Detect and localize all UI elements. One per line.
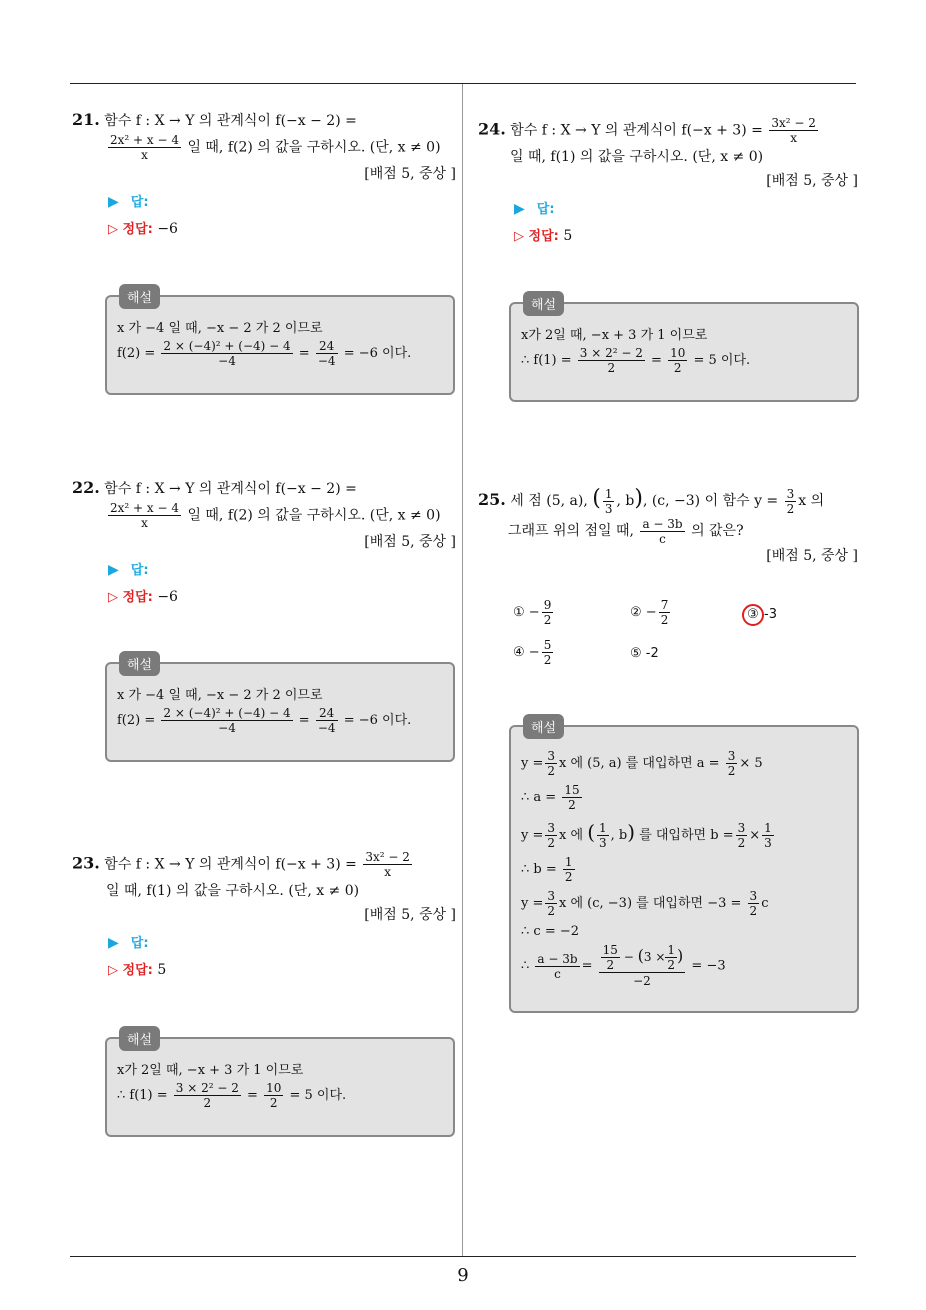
top-rule bbox=[70, 83, 856, 84]
solution-line: ∴ c = −2 bbox=[521, 924, 580, 939]
answer-label: 답: bbox=[130, 563, 149, 578]
problem-text: , b bbox=[616, 493, 635, 509]
correct-value: 5 bbox=[563, 228, 573, 244]
problem-number: 21. bbox=[72, 110, 100, 129]
correct-label: 정답: bbox=[122, 222, 153, 237]
fraction: $\frac{\text{2x² + x − 4}}{x}$ bbox=[110, 501, 179, 530]
problem-22 bbox=[72, 476, 456, 610]
paren-fraction: ( bbox=[592, 486, 601, 511]
score-label: [배점 5, 중상 ] bbox=[364, 166, 456, 182]
solution-line: y = $\frac{3}{2}$ x 에 (5, a) 를 대입하면 a = $\frac{3}{2}$ × 5 bbox=[521, 749, 763, 778]
choice-3-selected[interactable]: ③ -3 bbox=[742, 604, 777, 626]
problem-21 bbox=[72, 108, 456, 242]
page-number: 9 bbox=[457, 1265, 469, 1286]
problem-text: 함수 f : X → Y 의 관계식이 f(−x − 2) = bbox=[104, 481, 357, 497]
fraction: $\frac{3}{2}$ bbox=[786, 486, 795, 516]
play-icon: ▶ bbox=[108, 562, 119, 578]
problem-text: 일 때, f(1) 의 값을 구하시오. (단, x ≠ 0) bbox=[510, 149, 764, 165]
correct-value: −6 bbox=[157, 221, 178, 237]
problem-text: 함수 f : X → Y 의 관계식이 f(−x + 3) = bbox=[510, 122, 763, 139]
solution-line: ∴ f(1) = $\frac{\text{3 × 2² − 2}}{2}$ = $\frac{10}{2}$ = 5 이다. bbox=[521, 346, 751, 375]
solution-line: x 가 −4 일 때, −x − 2 가 2 이므로 bbox=[117, 688, 323, 703]
problem-text: 의 값은? bbox=[691, 523, 744, 539]
problem-text: 함수 f : X → Y 의 관계식이 f(−x − 2) = bbox=[104, 113, 357, 129]
solution-line: x가 2일 때, −x + 3 가 1 이므로 bbox=[117, 1063, 304, 1078]
triangle-icon: ▷ bbox=[108, 963, 123, 978]
fraction: $\frac{\text{3x² − 2}}{x}$ bbox=[365, 850, 410, 879]
fraction: $\frac{a - 3b}{c}$ bbox=[642, 516, 683, 546]
problem-text: 그래프 위의 점일 때, bbox=[508, 523, 634, 539]
solution-box-21 bbox=[105, 291, 455, 395]
problem-text: , (c, −3) 이 함수 y = bbox=[642, 493, 779, 509]
problem-number: 22. bbox=[72, 478, 100, 497]
solution-tag: 해설 bbox=[523, 291, 564, 316]
solution-line: f(2) = $\frac{\text{2 × (−4)² + (−4) − 4}}{-4}$ = $\frac{24}{-4}$ = −6 이다. bbox=[117, 706, 412, 735]
solution-box-24 bbox=[509, 298, 859, 402]
play-icon: ▶ bbox=[108, 194, 119, 210]
problem-text: 세 점 (5, a), bbox=[510, 493, 588, 509]
solution-line: ∴ b = $\frac{1}{2}$ bbox=[521, 855, 573, 884]
problem-number: 23. bbox=[72, 853, 100, 873]
solution-line: f(2) = $\frac{\text{2 × (−4)² + (−4) − 4}}{-4}$ = $\frac{24}{-4}$ = −6 이다. bbox=[117, 339, 412, 368]
problem-25 bbox=[478, 484, 858, 566]
problem-24 bbox=[478, 116, 858, 249]
solution-box-22 bbox=[105, 658, 455, 762]
solution-tag: 해설 bbox=[119, 284, 160, 309]
solution-line: ∴ a = $\frac{15}{2}$ bbox=[521, 783, 580, 812]
score-label: [배점 5, 중상 ] bbox=[766, 548, 858, 564]
answer-label: 답: bbox=[130, 936, 149, 951]
problem-text: 일 때, f(2) 의 값을 구하시오. (단, x ≠ 0) bbox=[187, 507, 441, 524]
solution-line: ∴ $\frac{a - 3b}{c}$ = $\frac{15}{2}$ − (3 × $\frac{1}{2}$ ) −2 = −3 bbox=[521, 943, 726, 988]
fraction: $\frac{1}{3}$ bbox=[604, 486, 613, 516]
solution-box-23 bbox=[105, 1033, 455, 1137]
solution-line: y = $\frac{3}{2}$ x 에 (c, −3) 를 대입하면 −3 = $\frac{3}{2}$ c bbox=[521, 889, 769, 918]
triangle-icon: ▷ bbox=[108, 590, 123, 605]
solution-line: ∴ f(1) = $\frac{\text{3 × 2² − 2}}{2}$ = $\frac{10}{2}$ = 5 이다. bbox=[117, 1081, 347, 1110]
choice-4[interactable]: ④ − $\frac{5}{2}$ bbox=[513, 638, 552, 667]
solution-tag: 해설 bbox=[523, 714, 564, 739]
problem-number: 25. bbox=[478, 490, 506, 509]
triangle-icon: ▷ bbox=[108, 222, 123, 237]
solution-line: x 가 −4 일 때, −x − 2 가 2 이므로 bbox=[117, 321, 323, 336]
solution-line: x가 2일 때, −x + 3 가 1 이므로 bbox=[521, 328, 708, 343]
column-divider bbox=[462, 84, 463, 1256]
triangle-icon: ▷ bbox=[514, 229, 529, 244]
paren-close: ) bbox=[634, 486, 643, 511]
choice-1[interactable]: ① − $\frac{9}{2}$ bbox=[513, 598, 552, 627]
solution-tag: 해설 bbox=[119, 651, 160, 676]
answer-label: 답: bbox=[536, 202, 555, 217]
problem-text: 일 때, f(1) 의 값을 구하시오. (단, x ≠ 0) bbox=[106, 883, 360, 899]
problem-text: x 의 bbox=[798, 493, 825, 509]
correct-label: 정답: bbox=[122, 963, 153, 978]
play-icon: ▶ bbox=[108, 935, 119, 951]
correct-label: 정답: bbox=[528, 229, 559, 244]
problem-text: 일 때, f(2) 의 값을 구하시오. (단, x ≠ 0) bbox=[187, 139, 441, 156]
choice-5[interactable]: ⑤ -2 bbox=[630, 646, 659, 661]
score-label: [배점 5, 중상 ] bbox=[364, 907, 456, 923]
problem-text: 함수 f : X → Y 의 관계식이 f(−x + 3) = bbox=[104, 856, 357, 873]
fraction: $\frac{\text{2x² + x − 4}}{x}$ bbox=[110, 133, 179, 162]
answer-label: 답: bbox=[130, 195, 149, 210]
solution-tag: 해설 bbox=[119, 1026, 160, 1051]
correct-value: 5 bbox=[157, 962, 167, 978]
problem-23 bbox=[72, 850, 456, 983]
fraction: $\frac{\text{3x² − 2}}{x}$ bbox=[771, 116, 816, 145]
selected-circle-icon: ③ bbox=[742, 604, 764, 626]
correct-value: −6 bbox=[157, 589, 178, 605]
score-label: [배점 5, 중상 ] bbox=[766, 173, 858, 189]
correct-label: 정답: bbox=[122, 590, 153, 605]
problem-number: 24. bbox=[478, 119, 506, 139]
solution-line: y = $\frac{3}{2}$ x 에 ( $\frac{1}{3}$ , b) 를 대입하면 b = $\frac{3}{2}$ × $\frac{1}{3}$ bbox=[521, 820, 772, 850]
choice-2[interactable]: ② − $\frac{7}{2}$ bbox=[630, 598, 669, 627]
solution-box-25 bbox=[509, 721, 859, 1013]
play-icon: ▶ bbox=[514, 201, 525, 217]
score-label: [배점 5, 중상 ] bbox=[364, 534, 456, 550]
bottom-rule bbox=[70, 1256, 856, 1257]
